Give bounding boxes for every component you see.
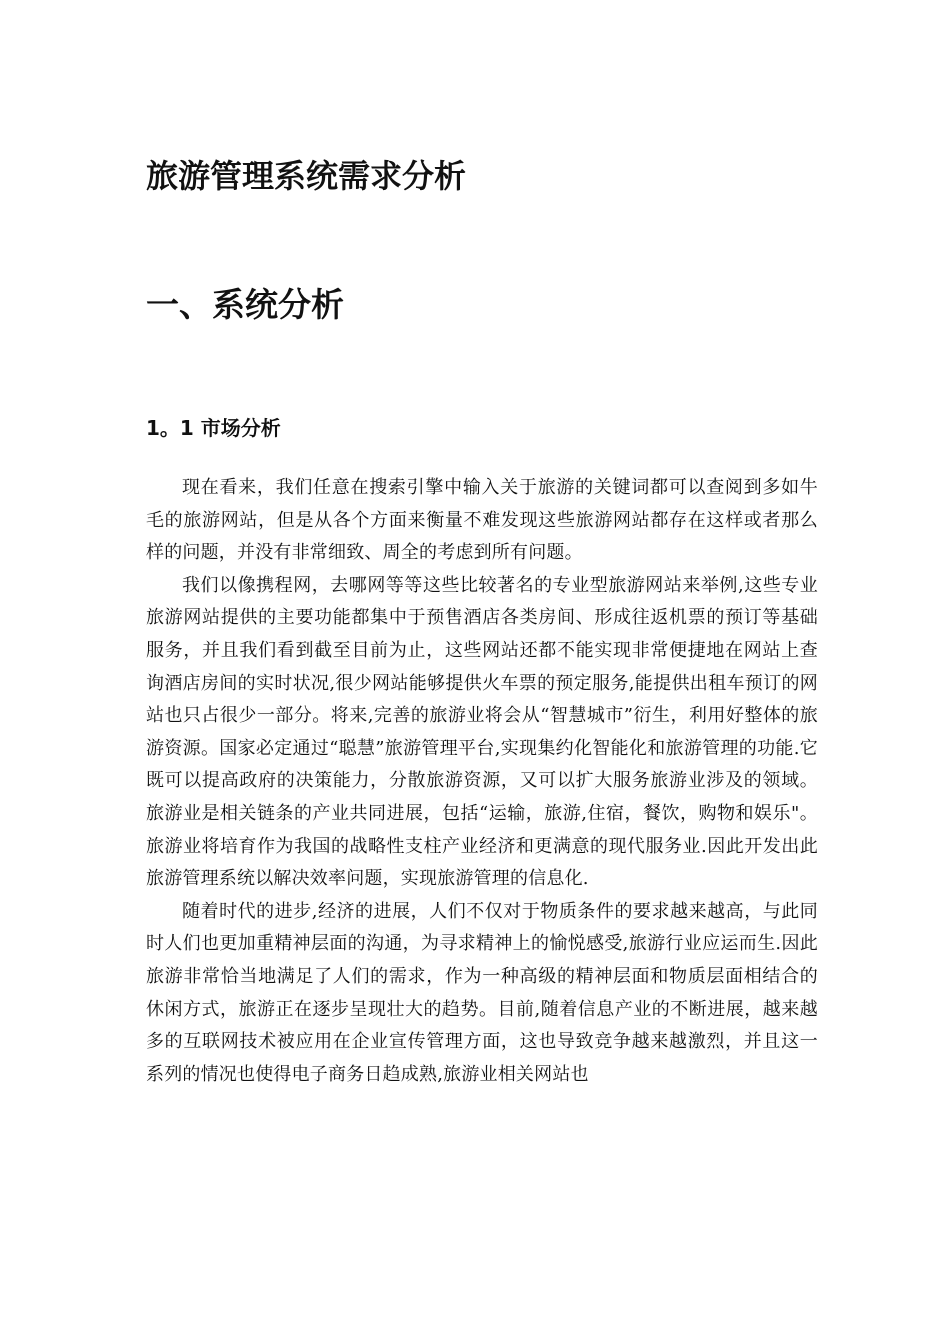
paragraph-3: 随着时代的进步,经济的进展，人们不仅对于物质条件的要求越来越高，与此同时人们也更加重精神层面的沟通，为寻求精神上的愉悦感受,旅游行业应运而生.因此旅游非常恰当地满足了人们的需求，作为一种高级的精神层面和物质层面相结合的休闲方式，旅游正在逐步呈现壮大的趋势。目前,随着信息产业的不断进展，越来越多的互联网技术被应用在企业宣传管理方面，这也导致竞争越来越激烈，并且这一系列的情况也使得电子商务日趋成熟,旅游业相关网站也 bbox=[146, 900, 818, 1085]
paragraph-2: 我们以像携程网，去哪网等等这些比较著名的专业型旅游网站来举例,这些专业旅游网站提供的主要功能都集中于预售酒店各类房间、形成往返机票的预订等基础服务，并且我们看到截至目前为止，这些网站还都不能实现非常便捷地在网站上查询酒店房间的实时状况,很少网站能够提供火车票的预定服务,能提供出租车预订的网站也只占很少一部分。将来,完善的旅游业将会从“智慧城市”衍生，利用好整体的旅游资源。国家必定通过“聪慧”旅游管理平台,实现集约化智能化和旅游管理的功能.它既可以提高政府的决策能力，分散旅游资源，又可以扩大服务旅游业涉及的领域。旅游业是相关链条的产业共同进展，包括“运输，旅游,住宿，餐饮，购物和娱乐"。旅游业将培育作为我国的战略性支柱产业经济和更满意的现代服务业.因此开发出此旅游管理系统以解决效率问题，实现旅游管理的信息化. bbox=[146, 574, 818, 890]
section-heading: 一、系统分析 bbox=[146, 285, 344, 324]
document-title: 旅游管理系统需求分析 bbox=[146, 157, 467, 195]
subsection-heading: 1。1 市场分析 bbox=[146, 416, 281, 440]
paragraph-1: 现在看来，我们任意在搜索引擎中输入关于旅游的关键词都可以查阅到多如牛毛的旅游网站，但是从各个方面来衡量不难发现这些旅游网站都存在这样或者那么样的问题，并没有非常细致、周全的考虑到所有问题。 bbox=[146, 477, 818, 564]
body-text bbox=[146, 472, 818, 1091]
